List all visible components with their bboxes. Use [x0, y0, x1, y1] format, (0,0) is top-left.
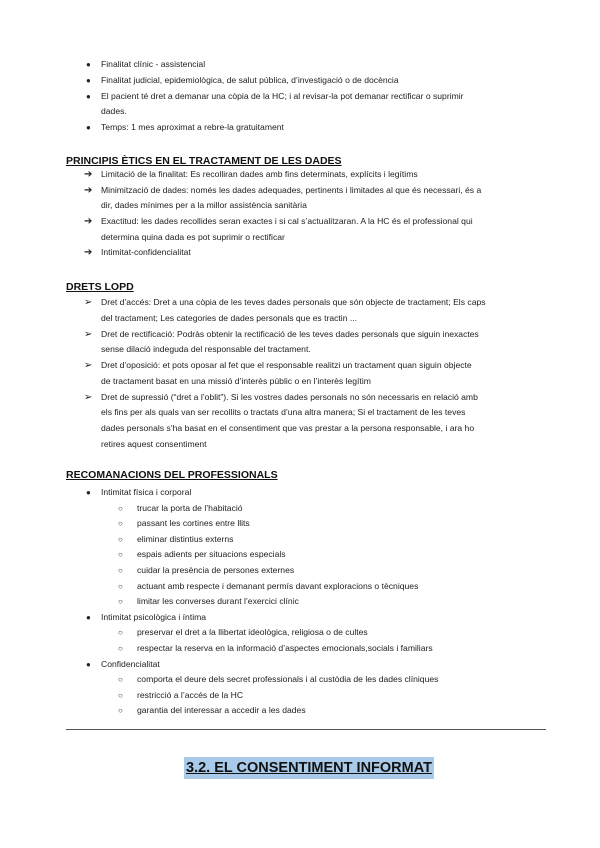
- section-heading-drets: DRETS LOPD: [66, 281, 134, 293]
- list-item: Limitació de la finalitat: Es recolliran dades amb fins determinats, explícits i legítims: [101, 169, 418, 179]
- bullet-dot: ●: [86, 660, 91, 669]
- arrowhead-icon: ➢: [84, 329, 93, 340]
- horizontal-divider: [66, 729, 546, 730]
- sub-list-item: actuant amb respecte i demanant permís davant exploracions o tècniques: [137, 581, 419, 591]
- circle-bullet: ○: [118, 597, 123, 606]
- list-item: Confidencialitat: [101, 659, 160, 669]
- sub-list-item: limitar les converses durant l’exercici clínic: [137, 596, 299, 606]
- circle-bullet: ○: [118, 691, 123, 700]
- section-title: 3.2. EL CONSENTIMENT INFORMAT: [184, 757, 434, 779]
- sub-list-item: espais adients per situacions especials: [137, 549, 286, 559]
- list-item: Intimitat física i corporal: [101, 487, 192, 497]
- arrow-icon: ➔: [84, 216, 93, 227]
- arrowhead-icon: ➢: [84, 360, 93, 371]
- arrow-icon: ➔: [84, 169, 93, 180]
- list-item: Intimitat-confidencialitat: [101, 247, 191, 257]
- list-item: Dret d’oposició: et pots oposar al fet que el responsable realitzi un tractament quan siguin objecte: [101, 360, 472, 370]
- sub-list-item: restricció a l’accés de la HC: [137, 690, 244, 700]
- arrowhead-icon: ➢: [84, 297, 93, 308]
- circle-bullet: ○: [118, 550, 123, 559]
- sub-list-item: trucar la porta de l’habitació: [137, 503, 243, 513]
- list-item: El pacient té dret a demanar una còpia de la HC; i al revisar-la pot demanar rectificar o suprimir: [101, 91, 464, 101]
- sub-list-item: preservar el dret a la llibertat ideològica, religiosa o de cultes: [137, 627, 368, 637]
- list-item-continuation: retires aquest consentiment: [101, 439, 207, 449]
- circle-bullet: ○: [118, 644, 123, 653]
- sub-list-item: cuidar la presència de persones externes: [137, 565, 295, 575]
- circle-bullet: ○: [118, 519, 123, 528]
- circle-bullet: ○: [118, 675, 123, 684]
- circle-bullet: ○: [118, 504, 123, 513]
- list-item: Dret de rectificació: Podràs obtenir la rectificació de les teves dades personals que siguin inexactes: [101, 329, 479, 339]
- sub-list-item: respectar la reserva en la informació d’aspectes emocionals,socials i familiars: [137, 643, 433, 653]
- circle-bullet: ○: [118, 566, 123, 575]
- list-item-continuation: dades.: [101, 106, 127, 116]
- list-item: Dret d’accés: Dret a una còpia de les teves dades personals que són objecte de tractament; Els caps: [101, 297, 486, 307]
- bullet-dot: ●: [86, 76, 91, 85]
- bullet-dot: ●: [86, 613, 91, 622]
- list-item-continuation: del tractament; Les categories de dades personals que es tractin ...: [101, 313, 358, 323]
- arrowhead-icon: ➢: [84, 392, 93, 403]
- list-item-continuation: dir, dades mínimes per a la millor assistència sanitària: [101, 200, 307, 210]
- arrow-icon: ➔: [84, 185, 93, 196]
- list-item: Finalitat judicial, epidemiològica, de salut pública, d’investigació o de docència: [101, 75, 399, 85]
- bullet-dot: ●: [86, 60, 91, 69]
- list-item-continuation: determina quina dada es pot suprimir o rectificar: [101, 232, 285, 242]
- sub-list-item: passant les cortines entre llits: [137, 518, 250, 528]
- bullet-dot: ●: [86, 123, 91, 132]
- list-item-continuation: sense dilació indeguda del responsable del tractament.: [101, 344, 311, 354]
- bullet-dot: ●: [86, 92, 91, 101]
- list-item: Minimització de dades: només les dades adequades, pertinents i limitades al que és necessari, és a: [101, 185, 482, 195]
- arrow-icon: ➔: [84, 247, 93, 258]
- list-item-continuation: els fins per als quals van ser recollits o tractats d’una altra manera; Si el tractament de les teves: [101, 407, 466, 417]
- list-item: Finalitat clínic - assistencial: [101, 59, 206, 69]
- section-heading-recomanacions: RECOMANACIONS DEL PROFESSIONALS: [66, 469, 278, 481]
- list-item-continuation: de tractament basat en una missió d’interès públic o en l’interès legítim: [101, 376, 371, 386]
- circle-bullet: ○: [118, 706, 123, 715]
- list-item: Intimitat psicològica i íntima: [101, 612, 207, 622]
- section-heading-principis: PRINCIPIS ÈTICS EN EL TRACTAMENT DE LES DADES: [66, 155, 342, 167]
- sub-list-item: comporta el deure dels secret professionals i al custòdia de les dades clíniques: [137, 674, 439, 684]
- circle-bullet: ○: [118, 628, 123, 637]
- circle-bullet: ○: [118, 582, 123, 591]
- list-item: Exactitud: les dades recollides seran exactes i si cal s’actualitzaran. A la HC és el professional qui: [101, 216, 473, 226]
- bullet-dot: ●: [86, 488, 91, 497]
- list-item: Dret de supressió (“dret a l’oblit”). Si les vostres dades personals no són necessaris en relació amb: [101, 392, 478, 402]
- sub-list-item: eliminar distintius externs: [137, 534, 234, 544]
- list-item: Temps: 1 mes aproximat a rebre-la gratuitament: [101, 122, 284, 132]
- sub-list-item: garantia del interessar a accedir a les dades: [137, 705, 306, 715]
- circle-bullet: ○: [118, 535, 123, 544]
- list-item-continuation: dades personals s’ha basat en el consentiment que vas prestar a la persona responsable, i ara ho: [101, 423, 475, 433]
